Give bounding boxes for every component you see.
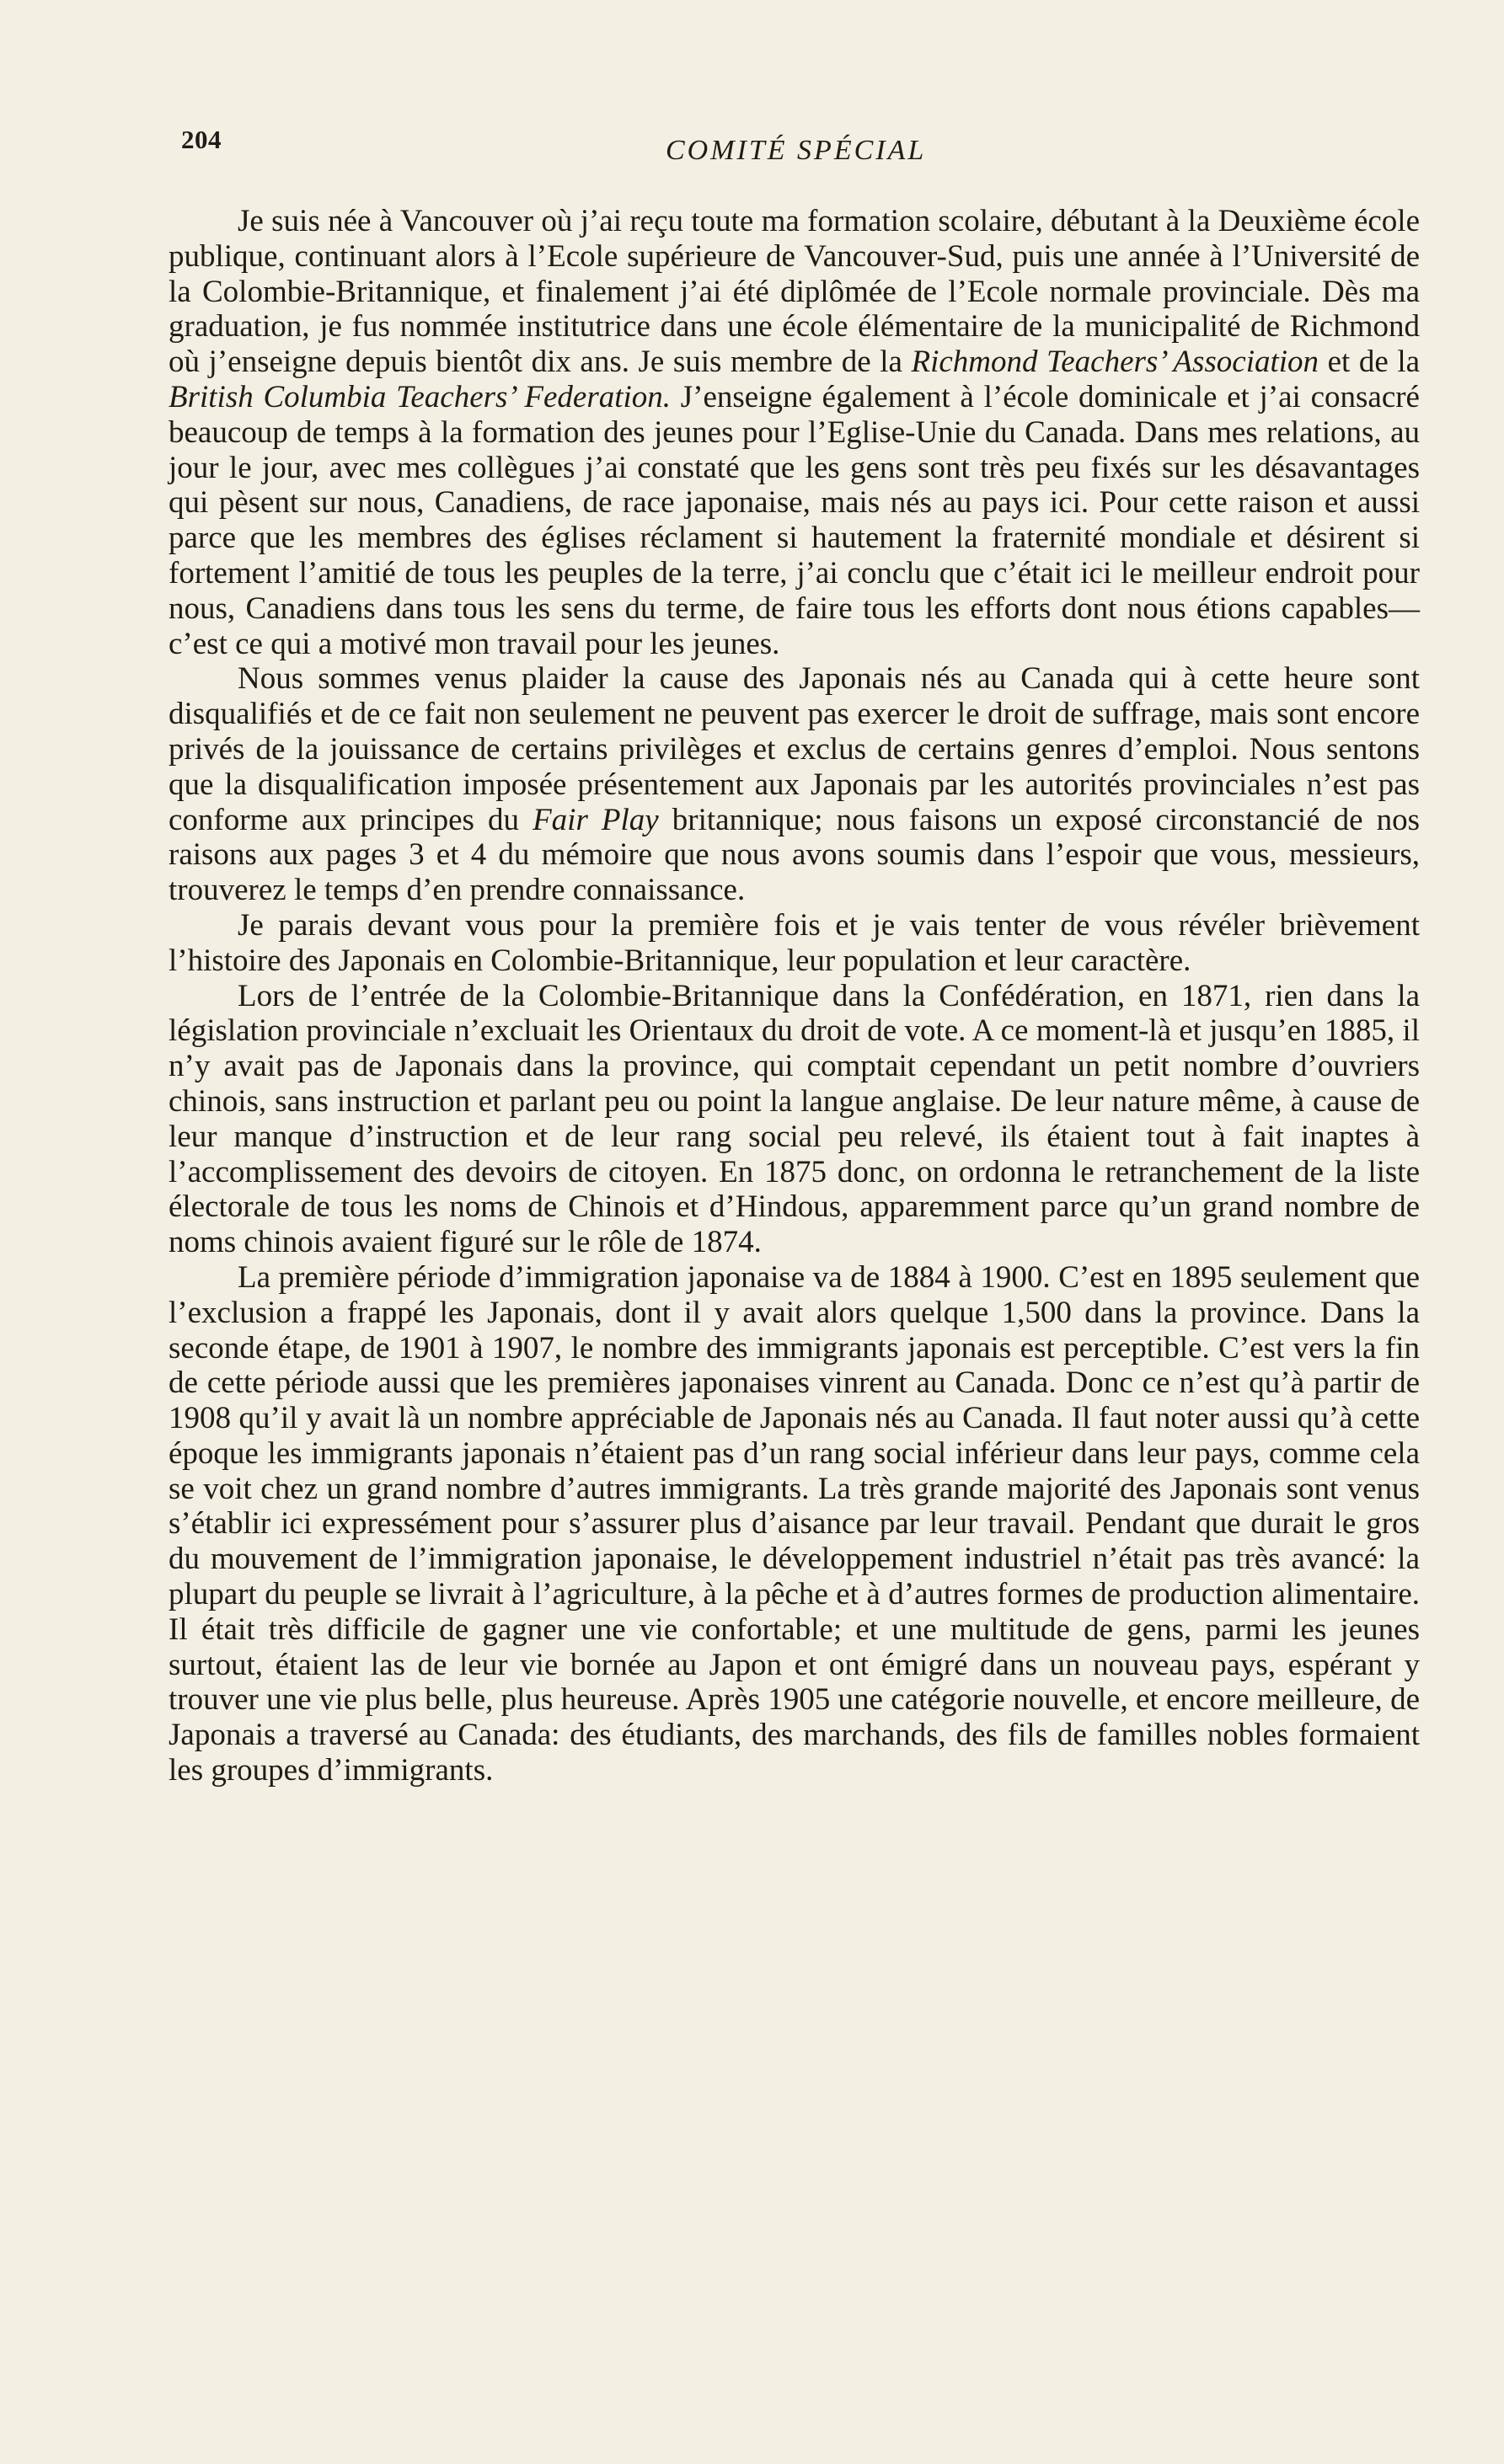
text-run: britannique; nous faisons un exposé circonstancié de nos raisons aux pages 3 et 4 du mémoire que nous avons soumis dans l’espoir que vous, messieurs, trouverez le temps d’en prendre connaissance.: [169, 802, 1420, 908]
text-run: et de la: [1319, 345, 1421, 380]
running-head: COMITÉ SPÉCIAL: [666, 135, 927, 166]
text-run: La première période d’immigration japonaise va de 1884 à 1900. C’est en 1895 seulement que l’exclusion a frappé les Japonais, dont il y avait alors quelque 1,500 dans la province. Dans la seconde étape, de 1901 à 1907, le nombre des immigrants japonais est perceptible. C’est vers la fin de cette période aussi que les premières japonaises vinrent au Canada. Donc ce n’est qu’à partir de 1908 qu’il y avait là un nombre appréciable de Japonais nés au Canada. Il faut noter aussi qu’à cette époque les immigrants japonais n’étaient pas d’un rang social inférieur dans leur pays, comme cela se voit chez un grand nombre d’autres immigrants. La très grande majorité des Japonais sont venus s’établir ici expressément pour s’assurer plus d’aisance par leur travail. Pendant que durait le gros du mouvement de l’immigration japonaise, le développement industriel n’était pas très avancé: la plupart du peuple se livrait à l’agriculture, à la pêche et à d’autres formes de production alimentaire. Il était très difficile de gagner une vie confortable; et une multitude de gens, parmi les jeunes surtout, étaient las de leur vie bornée au Japon et ont émigré dans un nouveau pays, espérant y trouver une vie plus belle, plus heureuse. Après 1905 une catégorie nouvelle, et encore meilleure, de Japonais a traversé au Canada: des étudiants, des marchands, des fils de familles nobles formaient les groupes d’immigrants.: [169, 1259, 1420, 1788]
text-run: Je suis née à Vancouver où j’ai reçu toute ma formation scolaire, débutant à la Deuxième école publique, continuant alors à l’Ecole supérieure de Vancouver-Sud, puis une année à l’Université de la Colombie-Britannique, et finalement j’ai été diplômée de l’Ecole normale provinciale. Dès ma graduation, je fus nommée institutrice dans une école élémentaire de la municipalité de Richmond où j’enseigne depuis bientôt dix ans. Je suis membre de la: [169, 204, 1420, 380]
paragraph: [169, 908, 1420, 979]
text-run: Nous sommes venus plaider la cause des Japonais nés au Canada qui à cette heure sont disqualifiés et de ce fait non seulement ne peuvent pas exercer le droit de suffrage, mais sont encore privés de la jouissance de certains privilèges et exclus de certains genres d’emploi. Nous sentons que la disqualification imposée présentement aux Japonais par les autorités provinciales n’est pas conforme aux principes du: [169, 661, 1420, 837]
text-run: Lors de l’entrée de la Colombie-Britannique dans la Confédération, en 1871, rien dans la législation provinciale n’excluait les Orientaux du droit de vote. A ce moment-là et jusqu’en 1885, il n’y avait pas de Japonais dans la province, qui comptait cependant un petit nombre d’ouvriers chinois, sans instruction et parlant peu ou point la langue anglaise. De leur nature même, à cause de leur manque d’instruction et de leur rang social peu relevé, ils étaient tout à fait inaptes à l’accomplissement des devoirs de citoyen. En 1875 donc, on ordonna le retranchement de la liste électorale de tous les noms de Chinois et d’Hindous, apparemment parce qu’un grand nombre de noms chinois avaient figuré sur le rôle de 1874.: [169, 978, 1420, 1260]
paragraph: [169, 1260, 1420, 1788]
text-run: J’enseigne également à l’école dominicale et j’ai consacré beaucoup de temps à la formation des jeunes pour l’Eglise-Unie du Canada. Dans mes relations, au jour le jour, avec mes collègues j’ai constaté que les gens sont très peu fixés sur les désavantages qui pèsent sur nous, Canadiens, de race japonaise, mais nés au pays ici. Pour cette raison et aussi parce que les membres des églises réclament si hautement la fraternité mondiale et désirent si fortement l’amitié de tous les peuples de la terre, j’ai conclu que c’était ici le meilleur endroit pour nous, Canadiens dans tous les sens du terme, de faire tous les efforts dont nous étions capables—c’est ce qui a motivé mon travail pour les jeunes.: [169, 379, 1420, 661]
paragraph: [169, 979, 1420, 1260]
paragraph: [169, 661, 1420, 908]
page-number: 204: [181, 125, 222, 154]
text-run: Je parais devant vous pour la première fois et je vais tenter de vous révéler brièvement l’histoire des Japonais en Colombie-Britannique, leur population et leur caractère.: [169, 907, 1420, 978]
italic-org-name: Richmond Teachers’ Association: [911, 345, 1319, 380]
body-text: [169, 204, 1420, 1788]
italic-org-name: British Columbia Teachers’ Federation.: [169, 379, 672, 414]
italic-phrase: Fair Play: [533, 802, 659, 837]
paragraph: [169, 204, 1420, 661]
